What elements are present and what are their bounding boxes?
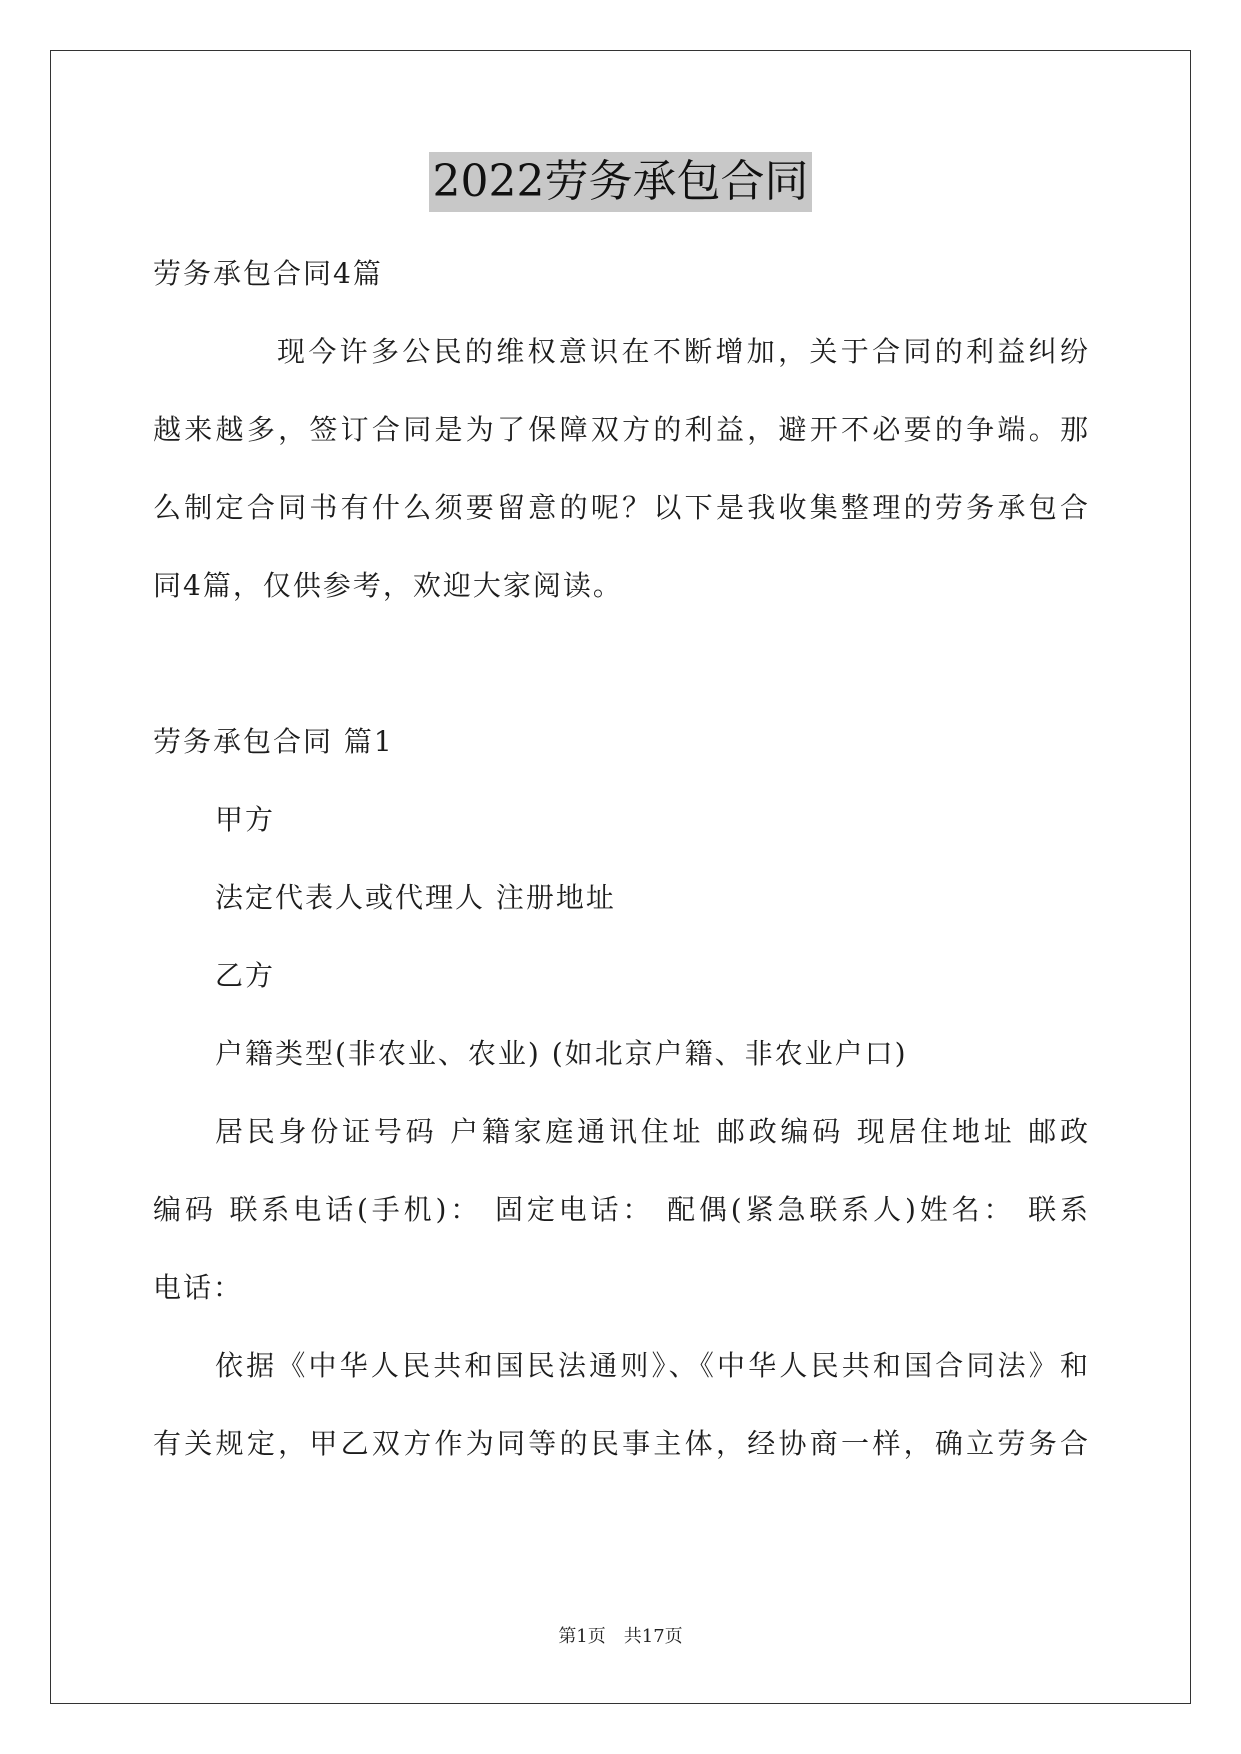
party-a-label: 甲方 (215, 803, 276, 836)
section-heading: 劳务承包合同 篇1 (153, 725, 394, 758)
document-subtitle: 劳务承包合同4篇 (153, 257, 383, 290)
page-total: 共17页 (623, 1626, 683, 1647)
intro-line-3: 么制定合同书有什么须要留意的呢？以下是我收集整理的劳务承包合 (153, 491, 1088, 524)
intro-line-2: 越来越多，签订合同是为了保障双方的利益，避开不必要的争端。那 (153, 413, 1088, 446)
basis-line-1: 依据《中华人民共和国民法通则》、《中华人民共和国合同法》和 (215, 1349, 1088, 1382)
document-title-container (0, 152, 1241, 212)
id-line-3: 电话： (153, 1271, 244, 1304)
intro-line-4: 同4篇，仅供参考，欢迎大家阅读。 (153, 569, 623, 602)
intro-line-1: 现今许多公民的维权意识在不断增加，关于合同的利益纠纷 (277, 335, 1088, 368)
id-line-2: 编码 联系电话(手机)： 固定电话： 配偶(紧急联系人)姓名： 联系 (153, 1193, 1088, 1226)
page-number: 第1页 (558, 1626, 606, 1647)
document-title: 2022劳务承包合同 (429, 152, 813, 212)
basis-line-2: 有关规定，甲乙双方作为同等的民事主体，经协商一样，确立劳务合 (153, 1427, 1088, 1460)
id-line-1: 居民身份证号码 户籍家庭通讯住址 邮政编码 现居住地址 邮政 (215, 1115, 1088, 1148)
page-footer (0, 1624, 1241, 1650)
legal-rep-line: 法定代表人或代理人 注册地址 (215, 881, 616, 914)
household-type-line: 户籍类型(非农业、农业) (如北京户籍、非农业户口) (215, 1037, 908, 1070)
party-b-label: 乙方 (215, 959, 276, 992)
